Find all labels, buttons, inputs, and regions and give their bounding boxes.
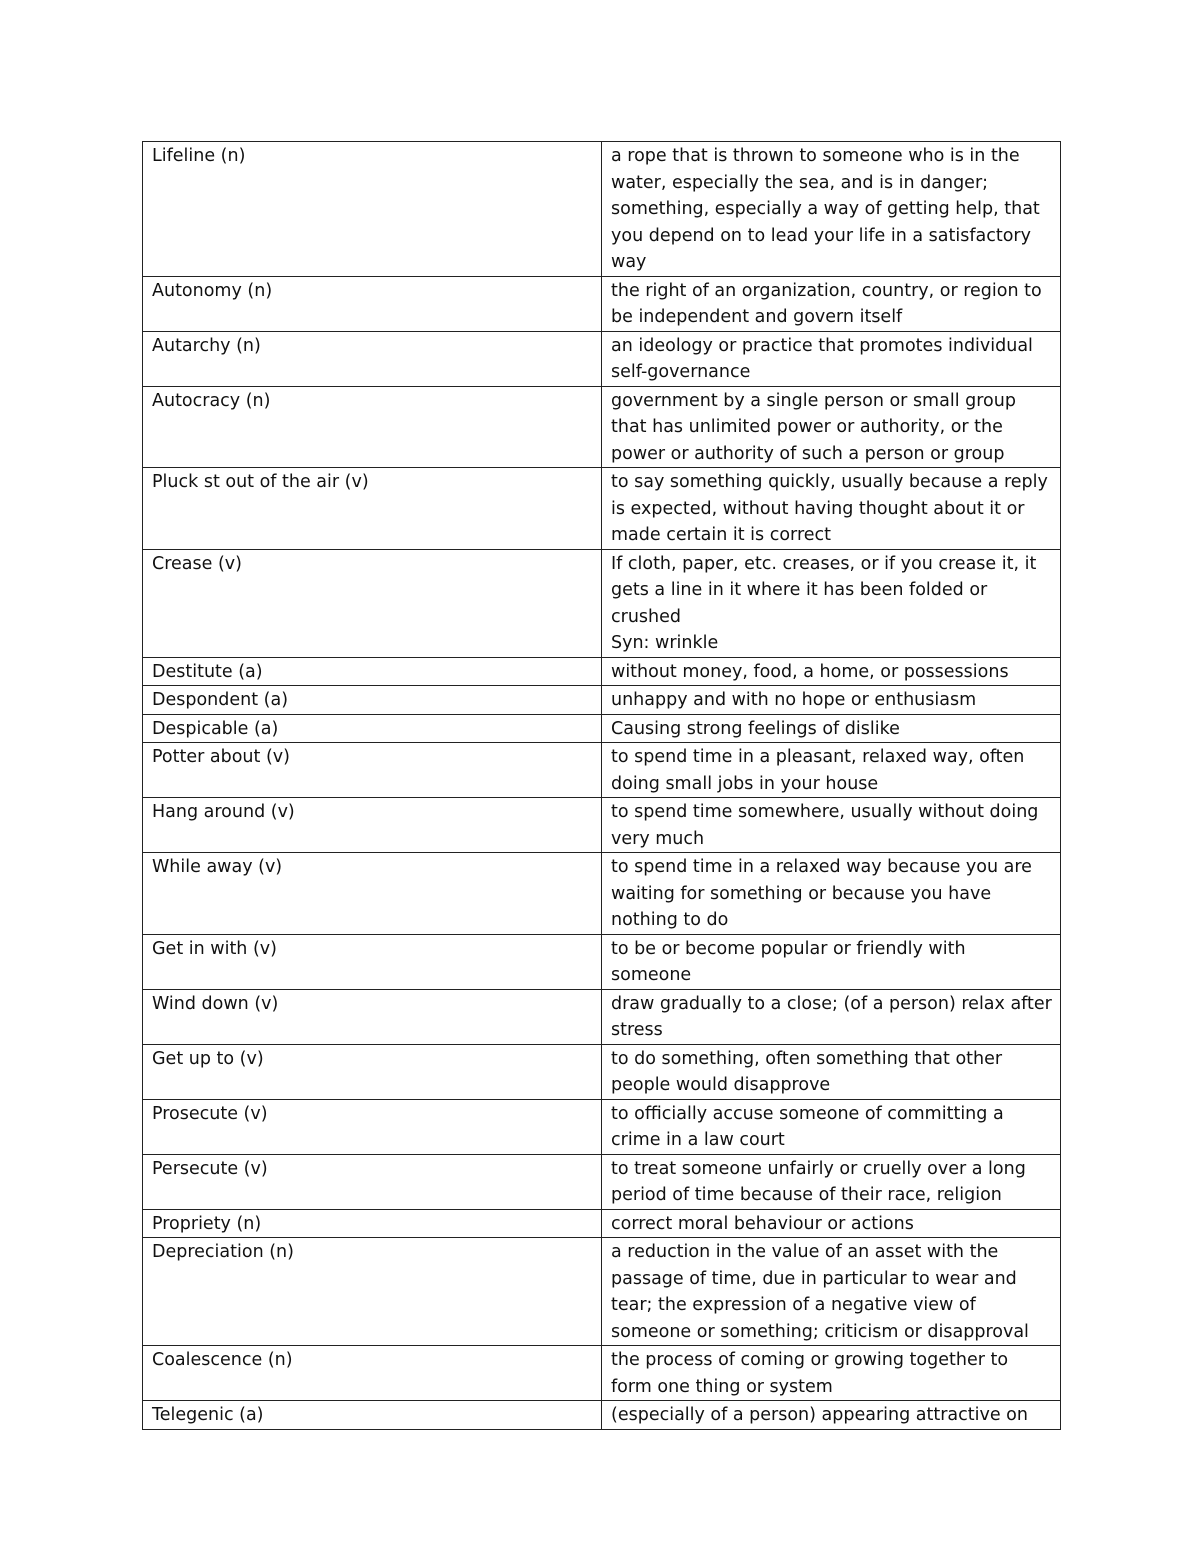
definition-cell: [602, 1238, 1061, 1346]
definition-line: is expected, without having thought about it or: [611, 498, 1025, 519]
table-row: [143, 1209, 1061, 1238]
table-row: [143, 386, 1061, 468]
definition-cell: [602, 331, 1061, 386]
definition-line: nothing to do: [611, 910, 729, 930]
definition-line: an ideology or practice that promotes individual: [611, 335, 1033, 356]
table-row: [143, 989, 1061, 1044]
term-cell: Potter about (v): [143, 743, 602, 798]
definition-line: to say something quickly, usually because a reply: [611, 472, 1048, 492]
definition-cell: [602, 989, 1061, 1044]
definition-line: you depend on to lead your life in a satisfactory: [611, 225, 1031, 246]
definition-line: crime in a law court: [611, 1130, 785, 1150]
definition-line: made certain it is correct: [611, 525, 831, 545]
definition-cell: [602, 549, 1061, 657]
definition-line: government by a single person or small group: [611, 390, 1016, 411]
definition-cell: [602, 934, 1061, 989]
term-cell: Lifeline (n): [143, 142, 602, 277]
definition-line: Causing strong feelings of dislike: [611, 718, 900, 739]
definition-line: self-governance: [611, 362, 751, 382]
table-row: [143, 1044, 1061, 1099]
term-cell: Autocracy (n): [143, 386, 602, 468]
definition-line: very much: [611, 828, 705, 849]
definition-line: the process of coming or growing together to: [611, 1350, 1009, 1370]
definition-line: something, especially a way of getting help, that: [611, 199, 1040, 219]
definition-line: period of time because of their race, religion: [611, 1185, 1002, 1205]
definition-cell: [602, 1099, 1061, 1154]
definition-cell: [602, 1346, 1061, 1401]
definition-line: tear; the expression of a negative view of: [611, 1295, 976, 1315]
table-row: [143, 142, 1061, 277]
definition-cell: [602, 1154, 1061, 1209]
definition-cell: [602, 853, 1061, 935]
term-cell: Despondent (a): [143, 686, 602, 715]
table-row: [143, 468, 1061, 550]
definition-line: to officially accuse someone of committing a: [611, 1103, 1004, 1124]
definition-cell: [602, 386, 1061, 468]
vocabulary-table: [142, 141, 1061, 1430]
table-row: [143, 1346, 1061, 1401]
term-cell: Persecute (v): [143, 1154, 602, 1209]
table-row: [143, 1238, 1061, 1346]
definition-line: Syn: wrinkle: [611, 633, 719, 653]
definition-line: someone: [611, 965, 692, 985]
table-row: [143, 714, 1061, 743]
definition-line: waiting for something or because you have: [611, 883, 992, 904]
definition-line: gets a line in it where it has been folded or: [611, 580, 988, 600]
term-cell: Telegenic (a): [143, 1401, 602, 1430]
term-cell: Autonomy (n): [143, 276, 602, 331]
definition-line: without money, food, a home, or possessions: [611, 661, 1009, 682]
definition-cell: [602, 743, 1061, 798]
table-row: [143, 686, 1061, 715]
definition-line: water, especially the sea, and is in danger;: [611, 172, 989, 193]
definition-line: way: [611, 252, 647, 272]
table-row: [143, 1099, 1061, 1154]
definition-line: unhappy and with no hope or enthusiasm: [611, 690, 977, 710]
definition-line: form one thing or system: [611, 1376, 833, 1397]
definition-line: to do something, often something that other: [611, 1048, 1003, 1069]
definition-cell: [602, 1209, 1061, 1238]
definition-cell: [602, 714, 1061, 743]
table-row: [143, 1154, 1061, 1209]
definition-cell: [602, 798, 1061, 853]
definition-line: crushed: [611, 606, 681, 627]
term-cell: Coalescence (n): [143, 1346, 602, 1401]
term-cell: Destitute (a): [143, 657, 602, 686]
table-row: [143, 853, 1061, 935]
definition-line: If cloth, paper, etc. creases, or if you crease it, it: [611, 553, 1037, 574]
term-cell: Depreciation (n): [143, 1238, 602, 1346]
definition-line: correct moral behaviour or actions: [611, 1213, 914, 1234]
term-cell: While away (v): [143, 853, 602, 935]
definition-line: doing small jobs in your house: [611, 773, 879, 794]
definition-line: someone or something; criticism or disapproval: [611, 1321, 1029, 1342]
definition-line: be independent and govern itself: [611, 307, 903, 327]
definition-line: the right of an organization, country, or region to: [611, 280, 1042, 301]
definition-cell: [602, 1401, 1061, 1430]
table-row: [143, 743, 1061, 798]
definition-line: to treat someone unfairly or cruelly over a long: [611, 1158, 1026, 1179]
definition-cell: [602, 276, 1061, 331]
term-cell: Despicable (a): [143, 714, 602, 743]
definition-cell: [602, 657, 1061, 686]
table-row: [143, 1401, 1061, 1430]
definition-line: a rope that is thrown to someone who is in the: [611, 146, 1020, 166]
table-row: [143, 276, 1061, 331]
definition-line: that has unlimited power or authority, or the: [611, 417, 1003, 437]
term-cell: Propriety (n): [143, 1209, 602, 1238]
term-cell: Wind down (v): [143, 989, 602, 1044]
definition-line: to be or become popular or friendly with: [611, 938, 966, 959]
definition-line: stress: [611, 1020, 663, 1040]
vocabulary-table-body: [143, 142, 1061, 1430]
definition-cell: [602, 686, 1061, 715]
term-cell: Hang around (v): [143, 798, 602, 853]
definition-line: people would disapprove: [611, 1075, 831, 1095]
term-cell: Pluck st out of the air (v): [143, 468, 602, 550]
definition-line: power or authority of such a person or group: [611, 443, 1005, 464]
definition-line: a reduction in the value of an asset with the: [611, 1242, 999, 1262]
definition-line: passage of time, due in particular to wear and: [611, 1268, 1017, 1289]
definition-line: (especially of a person) appearing attractive on: [611, 1405, 1028, 1425]
definition-cell: [602, 142, 1061, 277]
table-row: [143, 934, 1061, 989]
table-row: [143, 331, 1061, 386]
table-row: [143, 798, 1061, 853]
definition-line: to spend time in a relaxed way because you are: [611, 857, 1032, 877]
definition-line: to spend time in a pleasant, relaxed way, often: [611, 747, 1025, 767]
table-row: [143, 657, 1061, 686]
term-cell: Get in with (v): [143, 934, 602, 989]
definition-cell: [602, 468, 1061, 550]
term-cell: Crease (v): [143, 549, 602, 657]
definition-line: to spend time somewhere, usually without doing: [611, 802, 1039, 822]
table-row: [143, 549, 1061, 657]
term-cell: Autarchy (n): [143, 331, 602, 386]
term-cell: Get up to (v): [143, 1044, 602, 1099]
definition-line: draw gradually to a close; (of a person) relax after: [611, 993, 1052, 1014]
term-cell: Prosecute (v): [143, 1099, 602, 1154]
definition-cell: [602, 1044, 1061, 1099]
